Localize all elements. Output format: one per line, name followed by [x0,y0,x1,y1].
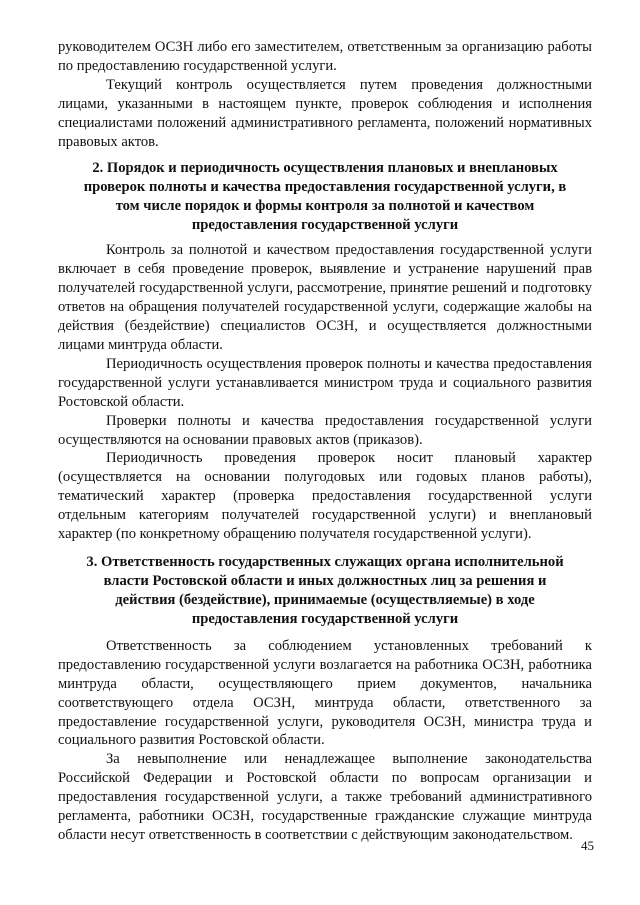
paragraph-responsibility: Ответственность за соблюдением установленных требований к предоставлению государственной услуги возлагается на работника ОСЗН, работника минтруда области, осуществляющего прием документов, начальника соответствующего отдела ОСЗН, минтруда области, ответственного за предоставление государственной услуги, руководителя ОСЗН, министра труда и социального развития Ростовской области. [58,637,592,749]
paragraph-check-types: Периодичность проведения проверок носит плановый характер (осуществляется на основании полугодовых или годовых планов работы), тематический характер (проверка предоставления государственной услуги отдельным категориям получателей государственной услуги) и внеплановый характер (по конкретному обращению получателя государственной услуги). [58,450,592,543]
paragraph-current-control: Текущий контроль осуществляется путем проведения должностными лицами, указанными в настоящем пункте, проверок соблюдения и исполнения специалистами положений административного регламента, положений нормативных правовых актов. [58,76,592,150]
page-number: 45 [581,838,594,853]
section-2-heading: 2. Порядок и периодичность осуществления плановых и внеплановых проверок полноты и качества предоставления государственной услуги, в том числе порядок и формы контроля за полнотой и качеством предоставления государственной услуги [83,160,567,234]
paragraph-continuation: руководителем ОСЗН либо его заместителем, ответственным за организацию работы по предоставлению государственной услуги. [58,39,592,74]
paragraph-control-scope: Контроль за полнотой и качеством предоставления государственной услуги включает в себя проведение проверок, выявление и устранение нарушений прав получателей государственной услуги, рассмотрение, принятие решений и подготовку ответов на обращения получателей государственной услуги, содержащие жалобы на действия (бездействие) специалистов ОСЗН, и осуществляется должностными лицами минтруда области. [58,242,592,353]
paragraph-liability: За невыполнение или ненадлежащее выполнение законодательства Российской Федерации и Ростовской области по вопросам организации и предоставления государственной услуги, а также требований административного регламента, работники ОСЗН, государственные гражданские служащие минтруда области несут ответственность в соответствии с действующим законодательством. [58,751,592,843]
section-3-heading: 3. Ответственность государственных служащих органа исполнительной власти Ростовской области и иных должностных лиц за решения и действия (бездействие), принимаемые (осуществляемые) в ходе предоставления государственной услуги [86,553,564,627]
paragraph-check-basis: Проверки полноты и качества предоставления государственной услуги осуществляются на основании правовых актов (приказов). [58,412,592,448]
paragraph-check-periodicity: Периодичность осуществления проверок полноты и качества предоставления государственной услуги устанавливается министром труда и социального развития Ростовской области. [58,355,592,410]
